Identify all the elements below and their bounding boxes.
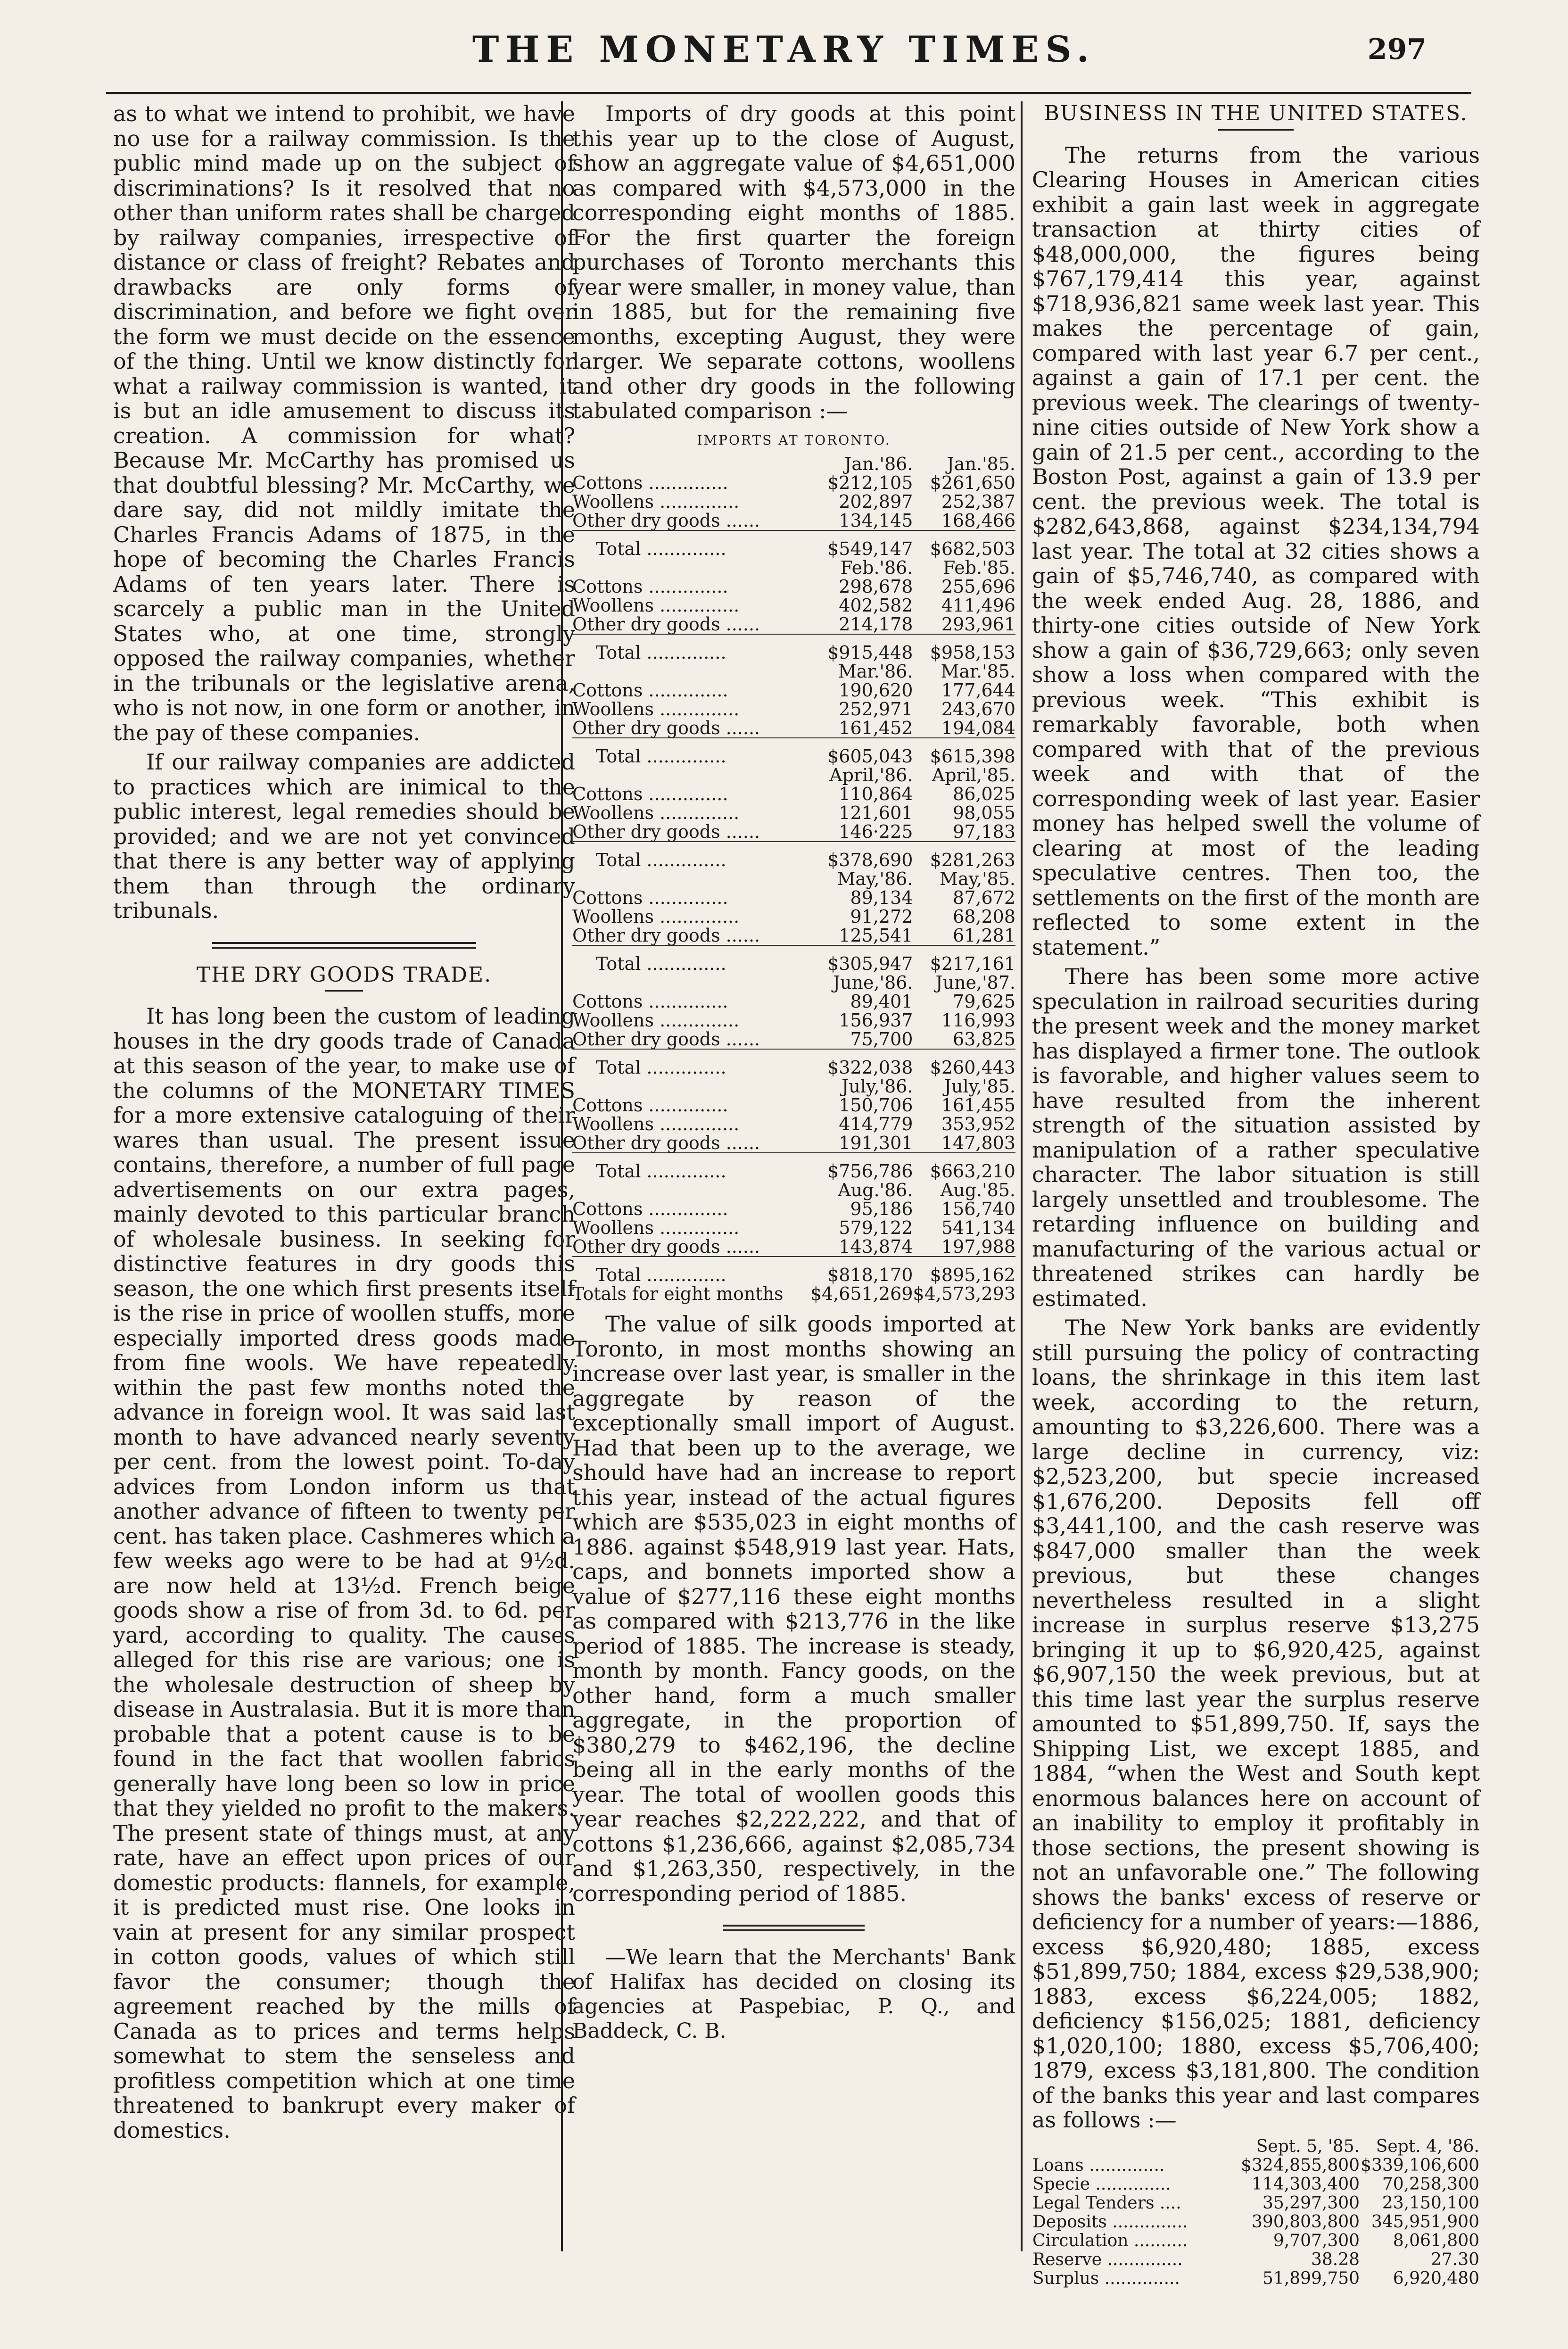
table-cell: Woollens ..............	[572, 906, 740, 927]
table-row	[1032, 2194, 1480, 2213]
table-row	[572, 1011, 1015, 1030]
table-cell	[572, 1077, 810, 1096]
heading-dash	[1218, 129, 1294, 131]
table-row	[572, 492, 1015, 511]
table-row	[572, 888, 1015, 907]
table-total-row	[572, 1153, 1015, 1181]
table-row	[572, 1133, 1015, 1153]
table-row	[572, 719, 1015, 738]
table-total-row	[572, 1049, 1015, 1077]
table-row	[572, 803, 1015, 822]
table-cell: Woollens ..............	[572, 1010, 740, 1031]
table-row	[572, 907, 1015, 926]
table-cell: 9,707,300	[1273, 2231, 1360, 2250]
table-cell: 79,625	[953, 991, 1015, 1012]
table-cell: Jan.'85.	[947, 454, 1015, 474]
table-row	[572, 1199, 1015, 1218]
table-cell: 61,281	[953, 925, 1015, 946]
article-paragraph: The value of silk goods imported at Toronto, in most months showing an increase over last year, is smaller in the aggregate by reason of the exceptionally small import of August. Had that been up to the average, we should have had an increase to report this year, instead of the actual figures which are $535,023 in eight months of 1886. against $548,919 last year. Hats, caps, and bonnets imported show a value of $277,116 these eight months as compared with $213,776 in the like period of 1885. The increase is steady, month by month. Fancy goods, on the other hand, form a much smaller aggregate, in the proportion of $380,279 to $462,196, the decline being all in the early months of the year. The total of woollen goods this year reaches $2,222,222, and that of cottons $1,236,666, against $2,085,734 and $1,263,350, respectively, in the corresponding period of 1885.	[572, 1311, 1015, 1906]
table-cell: Woollens ..............	[572, 699, 740, 720]
article-paragraph: Imports of dry goods at this point this year up to the close of August, show an aggregate value of $4,651,000 as compared with $4,573,000 in the corresponding eight months of 1885. For the first quarter the foreign purchases of Toronto merchants this year were smaller, in money value, than in 1885, but for the remaining five months, excepting August, they were larger. We separate cottons, woollens and other dry goods in the following tabulated comparison :—	[572, 101, 1015, 423]
table-total-row	[572, 842, 1015, 869]
column-2	[561, 101, 1015, 2251]
table-cell: 177,644	[941, 680, 1015, 701]
table-cell: 143,874	[839, 1236, 913, 1257]
table-grand-total-row	[572, 1284, 1015, 1303]
table-cell: $212,105	[827, 472, 913, 493]
banks-table	[1032, 2137, 1480, 2288]
table-cell: $605,043	[810, 738, 913, 766]
table-cell: $4,573,293	[913, 1283, 1015, 1304]
table-cell: 35,297,300	[1262, 2193, 1360, 2213]
article-paragraph: The returns from the various Clearing Houses in American cities exhibit a gain last week in aggregate transaction at thirty cities of $48,000,000, the figures being $767,179,414 this year, against $718,936,821 same week last year. This makes the percentage of gain, compared with last year 6.7 per cent., against a gain of 17.1 per cent. the previous week. The clearings of twenty-nine cities outside of New York show a gain of 21.5 per cent., according to the Boston Post, against a gain of 13.9 per cent. the previous week. The total is $282,643,868, against $234,134,794 last year. The total at 32 cities shows a gain of $5,746,740, as compared with the week ended Aug. 28, 1886, and thirty-one cities outside of New York show a gain of $36,729,663; only seven show a loss when compared with the previous week. “This exhibit is remarkably favorable, both when compared with that of the previous week and with that of the corresponding week of last year. Easier money has helped swell the volume of clearing at most of the leading speculative centres. Then too, the settlements on the first of the month are reflected to some extent in the statement.”	[1032, 142, 1480, 960]
table-cell: July,'85.	[944, 1076, 1015, 1097]
table-cell: 134,145	[839, 510, 913, 531]
table-cell: Feb.'85.	[942, 557, 1015, 578]
table-cell: 70,258,300	[1382, 2174, 1479, 2194]
table-header-row	[1032, 2137, 1480, 2156]
table-cell: 125,541	[839, 925, 913, 946]
newspaper-title: THE MONETARY TIMES.	[472, 28, 1096, 70]
table-cell: $261,650	[930, 472, 1015, 493]
imports-table	[572, 455, 1015, 1303]
table-cell: Other dry goods ......	[572, 1236, 760, 1257]
table-cell: 197,988	[941, 1236, 1015, 1257]
table-cell: Legal Tenders ....	[1032, 2193, 1181, 2213]
table-cell: Loans ..............	[1032, 2155, 1165, 2175]
table-cell: 110,864	[839, 784, 913, 804]
page-number: 297	[1367, 33, 1427, 66]
table-total-row	[572, 634, 1015, 662]
section-heading-united-states: BUSINESS IN THE UNITED STATES.	[1044, 101, 1468, 125]
table-row	[572, 473, 1015, 492]
footnote-paragraph: —We learn that the Merchants' Bank of Halifax has decided on closing its agencies at Paspebiac, P. Q., and Baddeck, C. B.	[572, 1945, 1015, 2043]
table-row	[572, 1237, 1015, 1257]
table-cell: June,'86.	[833, 972, 913, 993]
table-cell: $324,855,800	[1241, 2155, 1360, 2175]
table-cell: 353,952	[941, 1114, 1015, 1134]
table-cell: 298,678	[839, 576, 913, 597]
table-row	[572, 700, 1015, 719]
table-row	[1032, 2250, 1480, 2269]
table-cell: 191,301	[839, 1133, 913, 1153]
table-cell: 161,452	[839, 718, 913, 738]
table-cell: Cottons ..............	[572, 887, 728, 908]
table-cell: $4,651,269	[810, 1283, 913, 1304]
table-cell: Woollens ..............	[572, 491, 740, 512]
table-cell: $339,106,600	[1361, 2155, 1479, 2175]
table-header-row	[572, 1077, 1015, 1096]
table-cell: 146·225	[839, 821, 913, 842]
table-header-row	[572, 1181, 1015, 1199]
table-cell: Surplus ..............	[1032, 2268, 1180, 2288]
table-cell: 27.30	[1430, 2250, 1479, 2269]
table-cell	[572, 558, 810, 577]
article-paragraph: The New York banks are evidently still pursuing the policy of contracting loans, the shrinkage in this item last week, according to the return, amounting to $3,226,600. There was a large decline in currency, viz: $2,523,200, but specie increased $1,676,200. Deposits fell off $3,441,100, and the cash reserve was $847,000 smaller than the week previous, but these changes nevertheless resulted in a slight increase in surplus reserve $13,275 bringing it up to $6,920,425, against $6,907,150 the week previous, but at this time last year the surplus reserve amounted to $51,899,750. If, says the Shipping List, we except 1885, and 1884, “when the West and South kept enormous balances here on account of an inability to employ it profitably in those sections, the present showing is not an unfavorable one.” The following shows the banks' excess of reserve or deficiency for a number of years:—1886, excess $6,920,480; 1885, excess $51,899,750; 1884, excess $29,538,900; 1883, excess $6,224,005; 1882, deficiency $156,025; 1881, deficiency $1,020,100; 1880, excess $5,706,400; 1879, excess $3,181,800. The condition of the banks this year and last compares as follows :—	[1032, 1315, 1480, 2133]
table-cell	[572, 766, 810, 785]
section-divider	[723, 1925, 865, 1931]
table-cell	[572, 1181, 810, 1199]
table-caption: IMPORTS AT TORONTO.	[697, 432, 891, 448]
section-heading-dry-goods: THE DRY GOODS TRADE.	[196, 962, 492, 987]
table-cell: Other dry goods ......	[572, 718, 760, 738]
table-cell: 75,700	[850, 1029, 913, 1050]
table-cell: Total ..............	[572, 1257, 810, 1284]
table-cell	[572, 662, 810, 681]
table-cell: Total ..............	[572, 530, 810, 558]
table-row	[1032, 2175, 1480, 2194]
table-cell: Cottons ..............	[572, 991, 728, 1012]
table-cell: Jan.'86.	[844, 454, 913, 474]
table-cell: $260,443	[913, 1049, 1015, 1077]
column-1	[113, 101, 575, 2147]
article-paragraph: If our railway companies are addicted to practices which are inimical to the public interest, legal remedies should be provided; and we are not yet convinced that there is any better way of applying them than through the ordinary tribunals.	[113, 749, 575, 923]
table-row	[572, 1096, 1015, 1115]
table-cell: Woollens ..............	[572, 1114, 740, 1134]
table-cell: 390,803,800	[1252, 2212, 1360, 2232]
article-paragraph: There has been some more active speculation in railroad securities during the present week and the money market has displayed a firmer tone. The outlook is favorable, and higher values seem to have resulted from the inherent strength of the situation assisted by manipulation of a rather speculative character. The labor situation is still largely unsettled and troublesome. The retarding influence on building and manufacturing of the various actual or threatened strikes can hardly be estimated.	[1032, 964, 1480, 1311]
table-cell: 202,897	[839, 491, 913, 512]
table-cell: Cottons ..............	[572, 472, 728, 493]
header-rule	[106, 92, 1471, 94]
article-paragraph: It has long been the custom of leading houses in the dry goods trade of Canada at this season of the year, to make use of the columns of the MONETARY TIMES for a more extensive cataloguing of their wares than usual. The present issue contains, therefore, a number of full page advertisements on our extra pages, mainly devoted to this particular branch of wholesale business. In seeking for distinctive features in dry goods this season, the one which first presents itself is the rise in price of woollen stuffs, more especially imported dress goods made from fine wools. We have repeatedly within the past few months noted the advance in foreign wool. It was said last month to have advanced nearly seventy per cent. from the lowest point. To-day advices from London inform us that another advance of fifteen to twenty per cent. has taken place. Cashmeres which a few weeks ago were to be had at 9½d. are now held at 13½d. French beige goods show a rise of from 3d. to 6d. per yard, according to quality. The causes alleged for this rise are various; one is the wholesale destruction of sheep by disease in Australasia. But it is more than probable that a potent cause is to be found in the fact that woollen fabrics generally have long been so low in price that they yielded no profit to the makers. The present state of things must, at any rate, have an effect upon prices of our domestic products: flannels, for example, it is predicted must rise. One looks in vain at present for any similar prospect in cotton goods, values of which still favor the consumer; though the agreement reached by the mills of Canada as to prices and terms helps somewhat to stem the senseless and profitless competition which at one time threatened to bankrupt every maker of domestics.	[113, 1003, 575, 2143]
table-cell: $615,398	[913, 738, 1015, 766]
table-cell: 91,272	[850, 906, 913, 927]
table-cell: 23,150,100	[1382, 2193, 1479, 2213]
table-cell: $549,147	[810, 530, 913, 558]
table-header-row	[572, 869, 1015, 888]
table-cell: May,'85.	[940, 868, 1015, 889]
table-cell: Other dry goods ......	[572, 1133, 760, 1153]
table-cell: 214,178	[839, 614, 913, 635]
table-cell: 161,455	[941, 1095, 1015, 1116]
table-row	[572, 596, 1015, 615]
table-cell: 97,183	[953, 821, 1015, 842]
table-total-row	[572, 738, 1015, 766]
table-cell	[572, 869, 810, 888]
table-cell: 63,825	[953, 1029, 1015, 1050]
table-cell: 243,670	[941, 699, 1015, 720]
table-cell: Woollens ..............	[572, 802, 740, 823]
table-cell: $378,690	[810, 842, 913, 869]
table-cell: Woollens ..............	[572, 1217, 740, 1238]
table-cell: 6,920,480	[1393, 2268, 1479, 2288]
table-cell: 51,899,750	[1262, 2268, 1360, 2288]
table-cell: Aug.'85.	[940, 1180, 1015, 1200]
table-cell: May,'86.	[837, 868, 913, 889]
column-3	[1021, 101, 1480, 2288]
table-row	[572, 926, 1015, 945]
table-row	[1032, 2213, 1480, 2232]
table-cell: Reserve ..............	[1032, 2250, 1183, 2269]
table-cell: $322,038	[810, 1049, 913, 1077]
table-cell: Totals for eight months	[572, 1283, 784, 1304]
table-row	[572, 1218, 1015, 1237]
table-cell: Deposits ..............	[1032, 2212, 1188, 2232]
table-cell: Circulation ..........	[1032, 2231, 1188, 2250]
table-header-row	[572, 766, 1015, 785]
table-row	[572, 681, 1015, 700]
table-cell: 89,401	[850, 991, 913, 1012]
table-cell: $305,947	[810, 945, 913, 973]
table-cell: $756,786	[810, 1153, 913, 1181]
table-cell: $818,170	[810, 1257, 913, 1284]
table-row	[572, 785, 1015, 803]
table-cell: 8,061,800	[1393, 2231, 1479, 2250]
table-cell: 98,055	[953, 802, 1015, 823]
table-cell: 89,134	[850, 887, 913, 908]
table-cell	[572, 455, 810, 473]
table-cell: 156,937	[839, 1010, 913, 1031]
table-cell: $217,161	[913, 945, 1015, 973]
table-cell: 345,951,900	[1371, 2212, 1479, 2232]
table-cell: 402,582	[839, 595, 913, 616]
table-cell: 252,387	[941, 491, 1015, 512]
table-cell: July,'86.	[842, 1076, 913, 1097]
table-cell: 95,186	[850, 1199, 913, 1219]
table-cell: April,'85.	[932, 765, 1015, 786]
table-cell: 293,961	[941, 614, 1015, 635]
table-row	[572, 615, 1015, 634]
table-cell: $682,503	[913, 530, 1015, 558]
table-cell: Total ..............	[572, 738, 810, 766]
table-cell: 87,672	[953, 887, 1015, 908]
table-cell: Other dry goods ......	[572, 925, 760, 946]
table-total-row	[572, 530, 1015, 558]
table-cell: $663,210	[913, 1153, 1015, 1181]
table-cell: 116,993	[941, 1010, 1015, 1031]
table-total-row	[572, 945, 1015, 973]
table-row	[572, 577, 1015, 596]
table-cell: Aug.'86.	[838, 1180, 913, 1200]
table-cell: April,'86.	[829, 765, 913, 786]
table-cell: 114,303,400	[1252, 2174, 1360, 2194]
table-cell: 541,134	[941, 1217, 1015, 1238]
table-cell: Sept. 4, '86.	[1376, 2136, 1479, 2156]
table-cell: Other dry goods ......	[572, 614, 760, 635]
table-header-row	[572, 662, 1015, 681]
table-total-row	[572, 1257, 1015, 1284]
table-cell	[572, 973, 810, 992]
table-cell: Other dry goods ......	[572, 510, 760, 531]
table-cell: Specie ..............	[1032, 2174, 1171, 2194]
table-cell: 190,620	[839, 680, 913, 701]
table-cell: 194,084	[941, 718, 1015, 738]
table-cell: 150,706	[839, 1095, 913, 1116]
table-row	[572, 1030, 1015, 1049]
table-header-row	[572, 455, 1015, 473]
table-cell: 68,208	[953, 906, 1015, 927]
table-cell: Cottons ..............	[572, 576, 728, 597]
table-cell: Cottons ..............	[572, 1199, 728, 1219]
heading-dash	[325, 990, 363, 992]
table-cell: June,'87.	[935, 972, 1015, 993]
article-paragraph: as to what we intend to prohibit, we have no use for a railway commission. Is the public mind made up on the subject of discriminations? Is it resolved that no other than uniform rates shall be charged by railway companies, irrespective of distance or class of freight? Rebates and drawbacks are only forms of discrimination, and before we fight over the form we must decide on the essence of the thing. Until we know distinctly for what a railway commission is wanted, it is but an idle amusement to discuss its creation. A commission for what? Because Mr. McCarthy has promised us that doubtful blessing? Mr. McCarthy, we dare say, did not mildly imitate the Charles Francis Adams of 1875, in the hope of becoming the Charles Francis Adams of ten years later. There is scarcely a public man in the United States who, at one time, strongly opposed the railway companies, whether in the tribunals or the legislative arena, who is not now, in one form or another, in the pay of these companies.	[113, 101, 575, 745]
table-cell: Mar.'86.	[838, 661, 913, 682]
masthead	[0, 28, 1568, 85]
table-row	[572, 822, 1015, 842]
table-cell: Total ..............	[572, 842, 810, 869]
table-cell: 86,025	[953, 784, 1015, 804]
table-cell	[1032, 2137, 1240, 2156]
table-cell: Total ..............	[572, 1049, 810, 1077]
table-cell: 579,122	[839, 1217, 913, 1238]
table-cell: Sept. 5, '85.	[1256, 2136, 1360, 2156]
table-cell: $958,153	[913, 634, 1015, 662]
table-row	[1032, 2232, 1480, 2250]
table-row	[1032, 2156, 1480, 2175]
table-cell: Other dry goods ......	[572, 1029, 760, 1050]
table-cell: $895,162	[913, 1257, 1015, 1284]
table-cell: 414,779	[839, 1114, 913, 1134]
table-row	[572, 511, 1015, 530]
table-cell: 121,601	[839, 802, 913, 823]
table-cell: 168,466	[941, 510, 1015, 531]
table-cell: $915,448	[810, 634, 913, 662]
table-cell: Feb.'86.	[840, 557, 913, 578]
table-cell: 252,971	[839, 699, 913, 720]
table-cell: Woollens ..............	[572, 595, 740, 616]
table-cell: Total ..............	[572, 1153, 810, 1181]
table-cell: Total ..............	[572, 945, 810, 973]
table-header-row	[572, 973, 1015, 992]
table-cell: 147,803	[941, 1133, 1015, 1153]
table-cell: 255,696	[941, 576, 1015, 597]
table-cell: Mar.'85.	[941, 661, 1015, 682]
table-cell: Other dry goods ......	[572, 821, 760, 842]
table-cell: Cottons ..............	[572, 680, 728, 701]
table-cell: Cottons ..............	[572, 784, 728, 804]
table-cell: $281,263	[913, 842, 1015, 869]
table-row	[1032, 2269, 1480, 2288]
table-cell: 411,496	[941, 595, 1015, 616]
table-cell: Total ..............	[572, 634, 810, 662]
table-header-row	[572, 558, 1015, 577]
table-cell: Cottons ..............	[572, 1095, 728, 1116]
table-cell: 156,740	[941, 1199, 1015, 1219]
table-row	[572, 992, 1015, 1011]
table-cell: 38.28	[1311, 2250, 1360, 2269]
table-row	[572, 1115, 1015, 1133]
section-divider	[212, 942, 476, 949]
